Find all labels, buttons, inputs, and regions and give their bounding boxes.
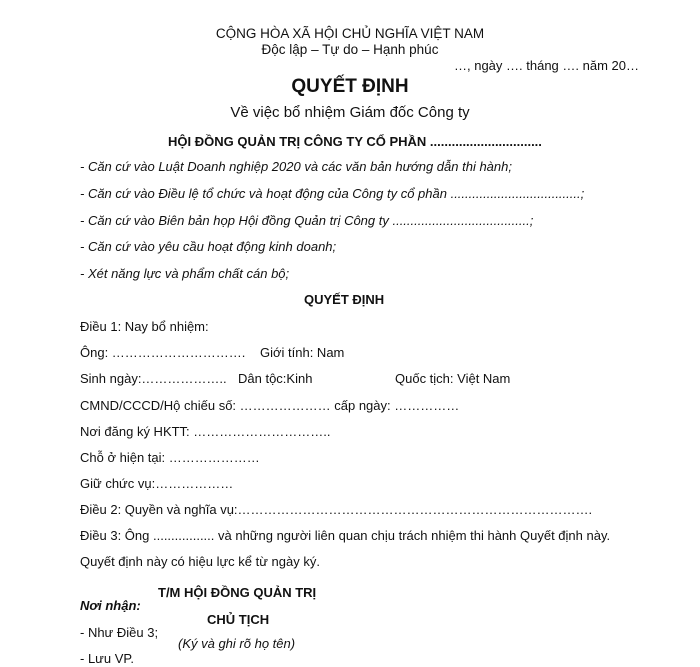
recipients-label: Nơi nhận: [80, 598, 141, 613]
appointee-id-number: CMND/CCCD/Hộ chiếu số: ………………… cấp ngày: …………… [80, 398, 460, 413]
appointee-name: Ông: …………………………. [80, 345, 246, 360]
appointee-birthdate: Sinh ngày:……………….. [80, 371, 227, 386]
basis-line: - Căn cứ vào Biên bản họp Hội đồng Quản trị Công ty ......................................; [80, 213, 534, 228]
motto: Độc lập – Tự do – Hạnh phúc [261, 42, 439, 57]
decision-heading: QUYẾT ĐỊNH [304, 292, 385, 307]
basis-line: - Căn cứ vào Luật Doanh nghiệp 2020 và các văn bản hướng dẫn thi hành; [80, 159, 512, 174]
signer-title: CHỦ TỊCH [207, 612, 270, 627]
appointee-gender: Giới tính: Nam [260, 345, 345, 360]
national-name: CỘNG HÒA XÃ HỘI CHỦ NGHĨA VIỆT NAM [215, 26, 485, 41]
appointee-current-address: Chỗ ở hiện tại: ………………… [80, 450, 260, 465]
appointee-registered-address: Nơi đăng ký HKTT: ………………………….. [80, 424, 331, 439]
article2: Điều 2: Quyền và nghĩa vụ:………………………………………………………………………. [80, 502, 593, 517]
appointee-nationality: Quốc tịch: Việt Nam [395, 371, 511, 386]
article3: Điều 3: Ông ................. và những người liên quan chịu trách nhiệm thi hành Quyết định này. [80, 528, 611, 543]
issuer-heading: HỘI ĐỒNG QUẢN TRỊ CÔNG TY CỔ PHẦN ............................... [168, 134, 542, 149]
basis-line: - Căn cứ vào Điều lệ tổ chức và hoạt động của Công ty cổ phần ....................................; [80, 186, 585, 201]
effective-statement: Quyết định này có hiệu lực kể từ ngày ký. [80, 554, 320, 569]
basis-line: - Xét năng lực và phẩm chất cán bộ; [80, 266, 290, 281]
article1-heading: Điều 1: Nay bổ nhiệm: [80, 319, 209, 334]
appointee-ethnicity: Dân tộc:Kinh [238, 371, 313, 386]
date-line: …, ngày …. tháng …. năm 20… [454, 58, 639, 73]
document-subject: Về việc bổ nhiệm Giám đốc Công ty [230, 104, 470, 121]
recipient-item: - Lưu VP. [80, 651, 134, 666]
appointee-position: Giữ chức vụ:……………… [80, 476, 234, 491]
recipient-item: - Như Điều 3; [80, 625, 159, 640]
signature-note: (Ký và ghi rõ họ tên) [178, 636, 296, 651]
signer-on-behalf: T/M HỘI ĐỒNG QUẢN TRỊ [158, 585, 317, 600]
basis-line: - Căn cứ vào yêu cầu hoạt động kinh doanh; [80, 239, 337, 254]
document-title: QUYẾT ĐỊNH [291, 76, 409, 97]
